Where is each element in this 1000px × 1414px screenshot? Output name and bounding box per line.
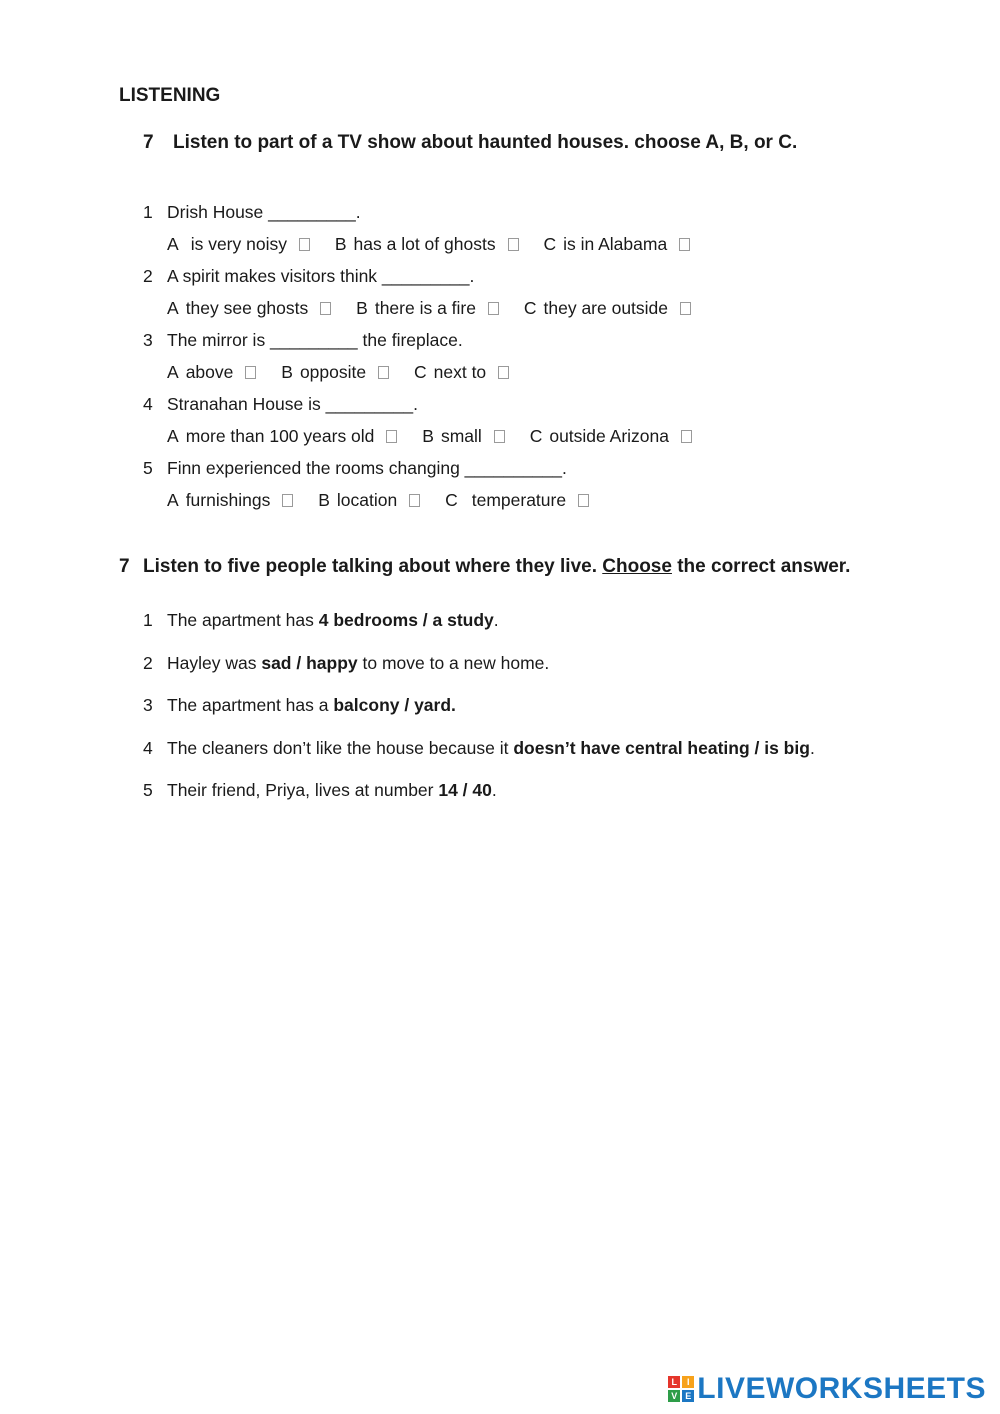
question-number: 2	[143, 653, 153, 673]
checkbox[interactable]	[378, 366, 389, 379]
question-number: 4	[143, 738, 153, 758]
logo-tile: I	[682, 1376, 694, 1388]
section2-number: 7	[119, 556, 130, 577]
option-a[interactable]: A above	[167, 362, 256, 383]
question-text: Stranahan House is _________.	[167, 394, 419, 414]
checkbox[interactable]	[282, 494, 293, 507]
option-row	[167, 362, 529, 383]
answer-choice[interactable]: 4 bedrooms / a study	[318, 610, 494, 630]
checkbox[interactable]	[679, 238, 690, 251]
question-number: 2	[143, 266, 153, 286]
option-b[interactable]: B there is a fire	[356, 298, 499, 319]
checkbox[interactable]	[681, 430, 692, 443]
checkbox[interactable]	[494, 430, 505, 443]
checkbox[interactable]	[578, 494, 589, 507]
option-row	[167, 298, 711, 319]
checkbox[interactable]	[320, 302, 331, 315]
question-text: Drish House _________.	[167, 202, 361, 222]
checkbox[interactable]	[508, 238, 519, 251]
option-c[interactable]: C is in Alabama	[543, 234, 690, 255]
section1-title	[143, 132, 797, 154]
question-number: 5	[143, 780, 153, 800]
answer-choice[interactable]: 14 / 40	[438, 780, 492, 800]
section1-number: 7	[143, 132, 154, 153]
option-row	[167, 234, 710, 255]
option-a[interactable]: A furnishings	[167, 490, 293, 511]
question-text: The apartment has a balcony / yard.	[167, 695, 456, 715]
question-number: 3	[143, 695, 153, 715]
option-b[interactable]: B opposite	[281, 362, 389, 383]
option-row	[167, 426, 712, 447]
logo-tile: V	[668, 1390, 680, 1402]
checkbox[interactable]	[299, 238, 310, 251]
logo-tile: L	[668, 1376, 680, 1388]
option-c[interactable]: C outside Arizona	[530, 426, 692, 447]
checkbox[interactable]	[245, 366, 256, 379]
option-a[interactable]: A is very noisy	[167, 234, 310, 255]
option-a[interactable]: A more than 100 years old	[167, 426, 397, 447]
question-number: 1	[143, 610, 153, 630]
option-b[interactable]: B small	[422, 426, 505, 447]
question-number: 3	[143, 330, 153, 350]
question-text: The apartment has 4 bedrooms / a study.	[167, 610, 499, 630]
logo-tile: E	[682, 1390, 694, 1402]
question-number: 1	[143, 202, 153, 222]
question-text: The mirror is _________ the fireplace.	[167, 330, 463, 350]
checkbox[interactable]	[386, 430, 397, 443]
answer-choice[interactable]: doesn’t have central heating / is big	[513, 738, 810, 758]
page-heading: LISTENING	[119, 85, 221, 106]
answer-choice[interactable]: balcony / yard.	[333, 695, 456, 715]
option-row	[167, 490, 609, 511]
question-text: Hayley was sad / happy to move to a new home.	[167, 653, 550, 673]
option-a[interactable]: A they see ghosts	[167, 298, 331, 319]
question-text: The cleaners don’t like the house because it doesn’t have central heating / is big.	[167, 738, 815, 758]
option-b[interactable]: B location	[318, 490, 420, 511]
checkbox[interactable]	[488, 302, 499, 315]
option-b[interactable]: B has a lot of ghosts	[335, 234, 519, 255]
checkbox[interactable]	[680, 302, 691, 315]
liveworksheets-logo	[668, 1373, 986, 1405]
section1-title-text: Listen to part of a TV show about haunted houses. choose A, B, or C.	[173, 132, 798, 153]
logo-text: LIVEWORKSHEETS	[697, 1372, 986, 1405]
option-c[interactable]: C temperature	[445, 490, 589, 511]
question-number: 4	[143, 394, 153, 414]
question-number: 5	[143, 458, 153, 478]
logo-icon	[668, 1376, 694, 1402]
checkbox[interactable]	[409, 494, 420, 507]
section2-title-text: Listen to five people talking about where they live. Choose the correct answer.	[143, 556, 851, 577]
question-text: Their friend, Priya, lives at number 14 / 40.	[167, 780, 497, 800]
checkbox[interactable]	[498, 366, 509, 379]
answer-choice[interactable]: sad / happy	[261, 653, 358, 673]
option-c[interactable]: C they are outside	[524, 298, 691, 319]
question-text: Finn experienced the rooms changing __________.	[167, 458, 567, 478]
question-text: A spirit makes visitors think _________.	[167, 266, 475, 286]
option-c[interactable]: C next to	[414, 362, 509, 383]
